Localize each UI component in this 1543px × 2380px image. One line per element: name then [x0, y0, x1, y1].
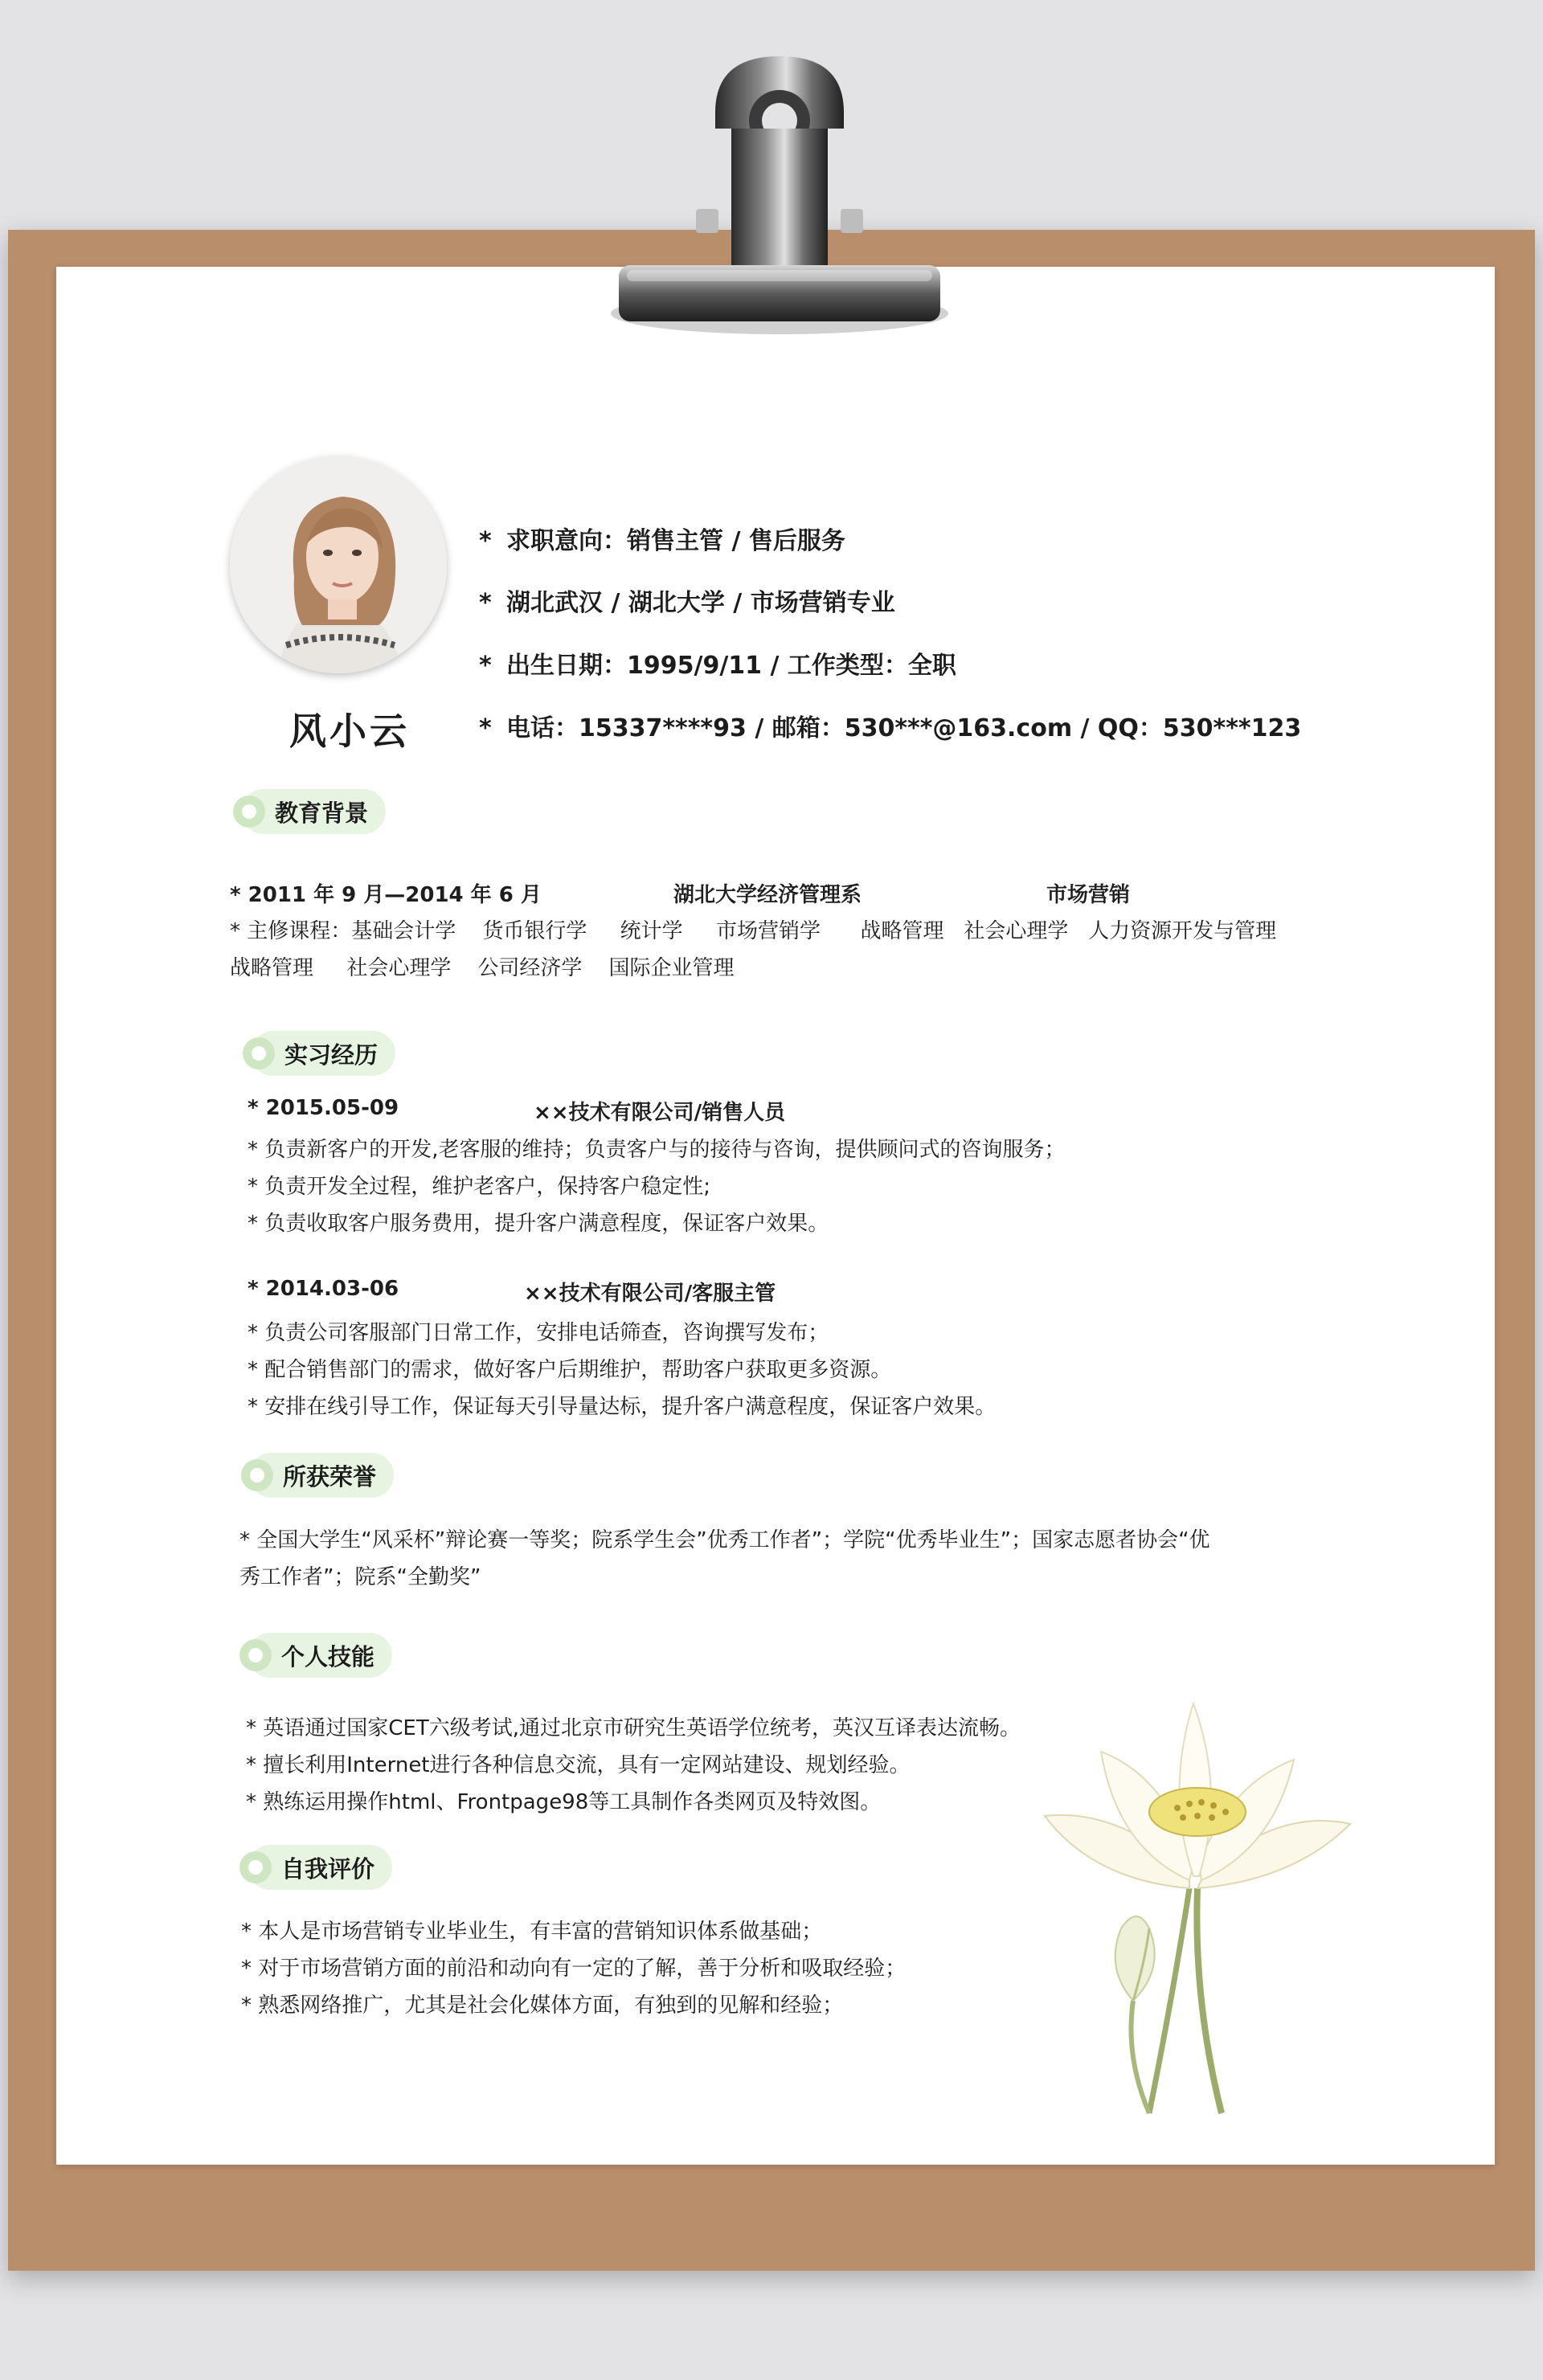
- job-company: ××技术有限公司/客服主管: [524, 1282, 776, 1306]
- self-eval-item: * 本人是市场营销专业毕业生，有丰富的营销知识体系做基础；: [241, 1920, 823, 1944]
- header-line-birth: * 出生日期：1995/9/11 / 工作类型：全职: [479, 652, 956, 680]
- lotus-flower-icon: [1029, 1687, 1382, 2121]
- profile-photo: [230, 456, 447, 673]
- bullet-circle-icon: [239, 1639, 272, 1671]
- header-line-objective: * 求职意向：销售主管 / 售后服务: [479, 527, 845, 555]
- binder-clip-icon: [579, 48, 948, 354]
- job-company: ××技术有限公司/销售人员: [534, 1101, 786, 1125]
- bullet-circle-icon: [239, 1851, 272, 1883]
- avatar: [230, 456, 447, 673]
- job-period: * 2014.03-06: [248, 1277, 399, 1301]
- section-education-heading: 教育背景: [233, 789, 368, 834]
- section-skills-heading: 个人技能: [239, 1633, 374, 1678]
- section-self-eval-heading: 自我评价: [239, 1845, 374, 1890]
- skill-item: * 擅长利用Internet进行各种信息交流，具有一定网站建设、规划经验。: [246, 1753, 911, 1777]
- section-honors-heading: 所获荣誉: [241, 1453, 376, 1498]
- job-period: * 2015.05-09: [248, 1096, 399, 1120]
- skill-item: * 熟练运用操作html、Frontpage98等工具制作各类网页及特效图。: [246, 1790, 882, 1814]
- education-major: 市场营销: [1046, 883, 1131, 907]
- skill-item: * 英语通过国家CET六级考试,通过北京市研究生英语学位统考，英汉互译表达流畅。: [246, 1716, 1021, 1740]
- header-line-location: * 湖北武汉 / 湖北大学 / 市场营销专业: [479, 589, 895, 617]
- honors-text: * 全国大学生“风采杯”辩论赛一等奖；院系学生会”优秀工作者”；学院“优秀毕业生”；国家志愿者协会“优: [239, 1528, 1210, 1552]
- job-duty: * 配合销售部门的需求，做好客户后期维护，帮助客户获取更多资源。: [248, 1358, 892, 1382]
- self-eval-item: * 熟悉网络推广，尤其是社会化媒体方面，有独到的见解和经验；: [241, 1994, 844, 2018]
- bullet-circle-icon: [243, 1037, 275, 1069]
- education-school: 湖北大学经济管理系: [673, 883, 862, 907]
- header-line-contact: * 电话：15337****93 / 邮箱：530***@163.com / QQ：530***123: [479, 714, 1302, 742]
- job-duty: * 安排在线引导工作，保证每天引导量达标，提升客户满意程度，保证客户效果。: [248, 1395, 997, 1419]
- bullet-circle-icon: [233, 795, 265, 828]
- job-duty: * 负责收取客户服务费用，提升客户满意程度，保证客户效果。: [248, 1212, 829, 1236]
- education-courses-cont: 战略管理 社会心理学 公司经济学 国际企业管理: [230, 956, 735, 980]
- section-internship-heading: 实习经历: [243, 1031, 378, 1076]
- honors-text-cont: 秀工作者”；院系“全勤奖”: [239, 1565, 481, 1589]
- education-courses: * 主修课程：基础会计学 货币银行学 统计学 市场营销学 战略管理 社会心理学 人力资源开发与管理: [230, 919, 1277, 943]
- candidate-name: 风小云: [289, 710, 410, 753]
- education-period: * 2011 年 9 月—2014 年 6 月: [230, 883, 542, 907]
- job-duty: * 负责新客户的开发,老客服的维持；负责客户与的接待与咨询，提供顾问式的咨询服务；: [248, 1138, 1066, 1162]
- job-duty: * 负责公司客服部门日常工作，安排电话筛查，咨询撰写发布；: [248, 1321, 829, 1345]
- self-eval-item: * 对于市场营销方面的前沿和动向有一定的了解，善于分析和吸取经验；: [241, 1957, 907, 1981]
- bullet-circle-icon: [241, 1459, 273, 1491]
- job-duty: * 负责开发全过程，维护老客户，保持客户稳定性;: [248, 1175, 711, 1199]
